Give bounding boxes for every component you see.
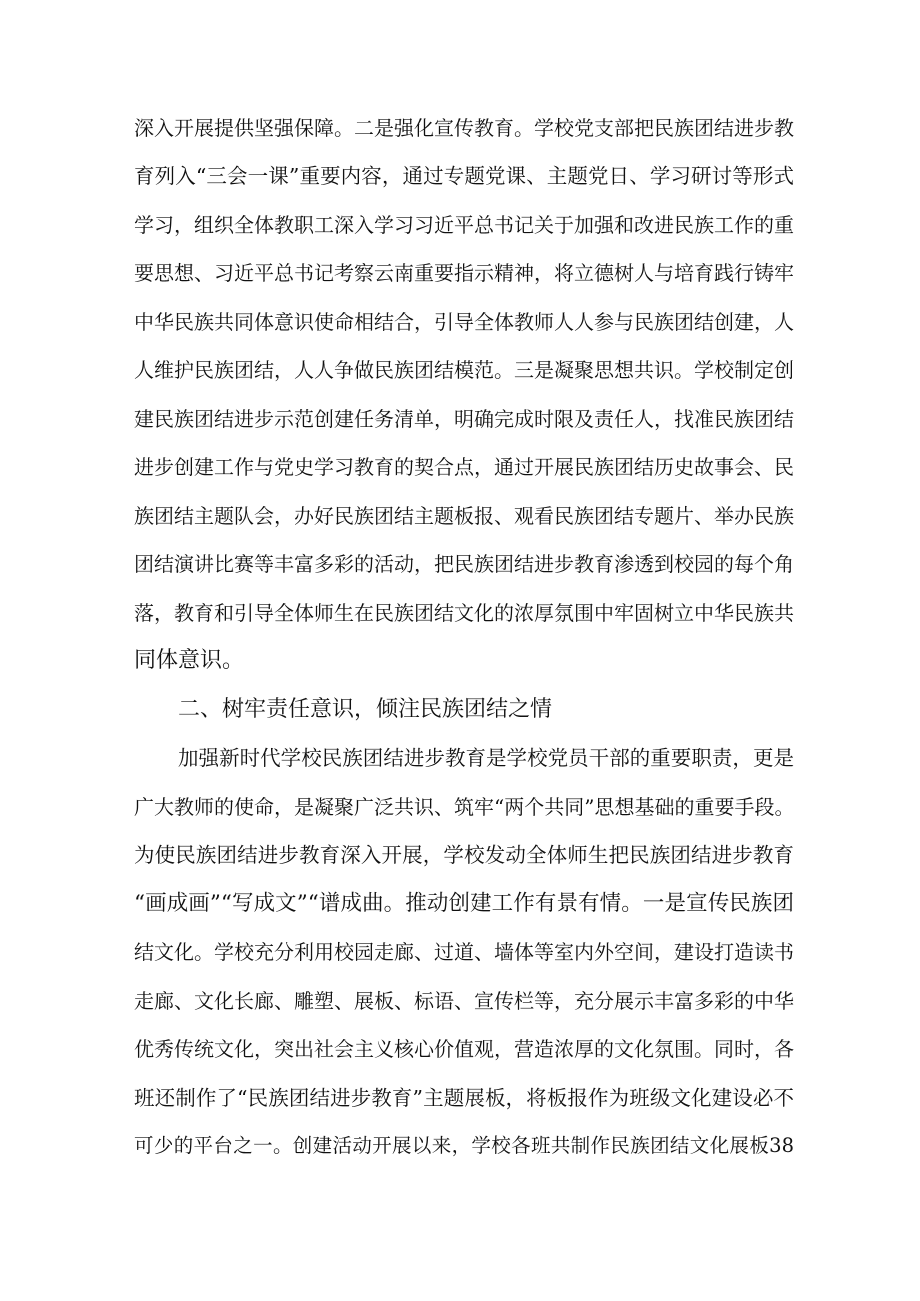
- text-line: 优秀传统文化，突出社会主义核心价值观，营造浓厚的文化氛围。同时，各: [134, 1037, 794, 1061]
- text-line: 人维护民族团结，人人争做民族团结模范。三是凝聚思想共识。学校制定创: [134, 358, 794, 382]
- text-line: 族团结主题队会，办好民族团结主题板报、观看民族团结专题片、举办民族: [134, 504, 794, 528]
- section-heading: 二、树牢责任意识，倾注民族团结之情: [178, 697, 553, 722]
- text-line: 要思想、习近平总书记考察云南重要指示精神，将立德树人与培育践行铸牢: [134, 261, 794, 285]
- text-line: 班还制作了“民族团结进步教育”主题展板，将板报作为班级文化建设必不: [134, 1086, 794, 1110]
- text-line: 可少的平台之一。创建活动开展以来，学校各班共制作民族团结文化展板38: [134, 1134, 794, 1157]
- text-line: 加强新时代学校民族团结进步教育是学校党员干部的重要职责，更是: [178, 746, 794, 770]
- text-line: 建民族团结进步示范创建任务清单，明确完成时限及责任人，找准民族团结: [134, 407, 794, 431]
- text-line: 进步创建工作与党史学习教育的契合点，通过开展民族团结历史故事会、民: [134, 455, 794, 479]
- text-line: 学习，组织全体教职工深入学习习近平总书记关于加强和改进民族工作的重: [134, 213, 794, 237]
- text-line: 结文化。学校充分利用校园走廊、过道、墙体等室内外空间，建设打造读书: [134, 940, 794, 964]
- text-line: 同体意识。: [134, 648, 245, 673]
- text-line: 中华民族共同体意识使命相结合，引导全体教师人人参与民族团结创建，人: [134, 310, 794, 334]
- text-line: 团结演讲比赛等丰富多彩的活动，把民族团结进步教育渗透到校园的每个角: [134, 552, 794, 576]
- text-line: 走廊、文化长廊、雕塑、展板、标语、宣传栏等，充分展示丰富多彩的中华: [134, 989, 794, 1013]
- text-line: 广大教师的使命，是凝聚广泛共识、筑牢“两个共同”思想基础的重要手段。: [134, 795, 794, 819]
- text-line: “画成画”“写成文”“谱成曲。推动创建工作有景有情。一是宣传民族团: [134, 891, 794, 916]
- text-line: 育列入“三会一课”重要内容，通过专题党课、主题党日、学习研讨等形式: [134, 164, 794, 188]
- text-line: 深入开展提供坚强保障。二是强化宣传教育。学校党支部把民族团结进步教: [134, 116, 794, 140]
- text-line: 落，教育和引导全体师生在民族团结文化的浓厚氛围中牢固树立中华民族共: [134, 601, 794, 625]
- text-line: 为使民族团结进步教育深入开展，学校发动全体师生把民族团结进步教育: [134, 843, 794, 867]
